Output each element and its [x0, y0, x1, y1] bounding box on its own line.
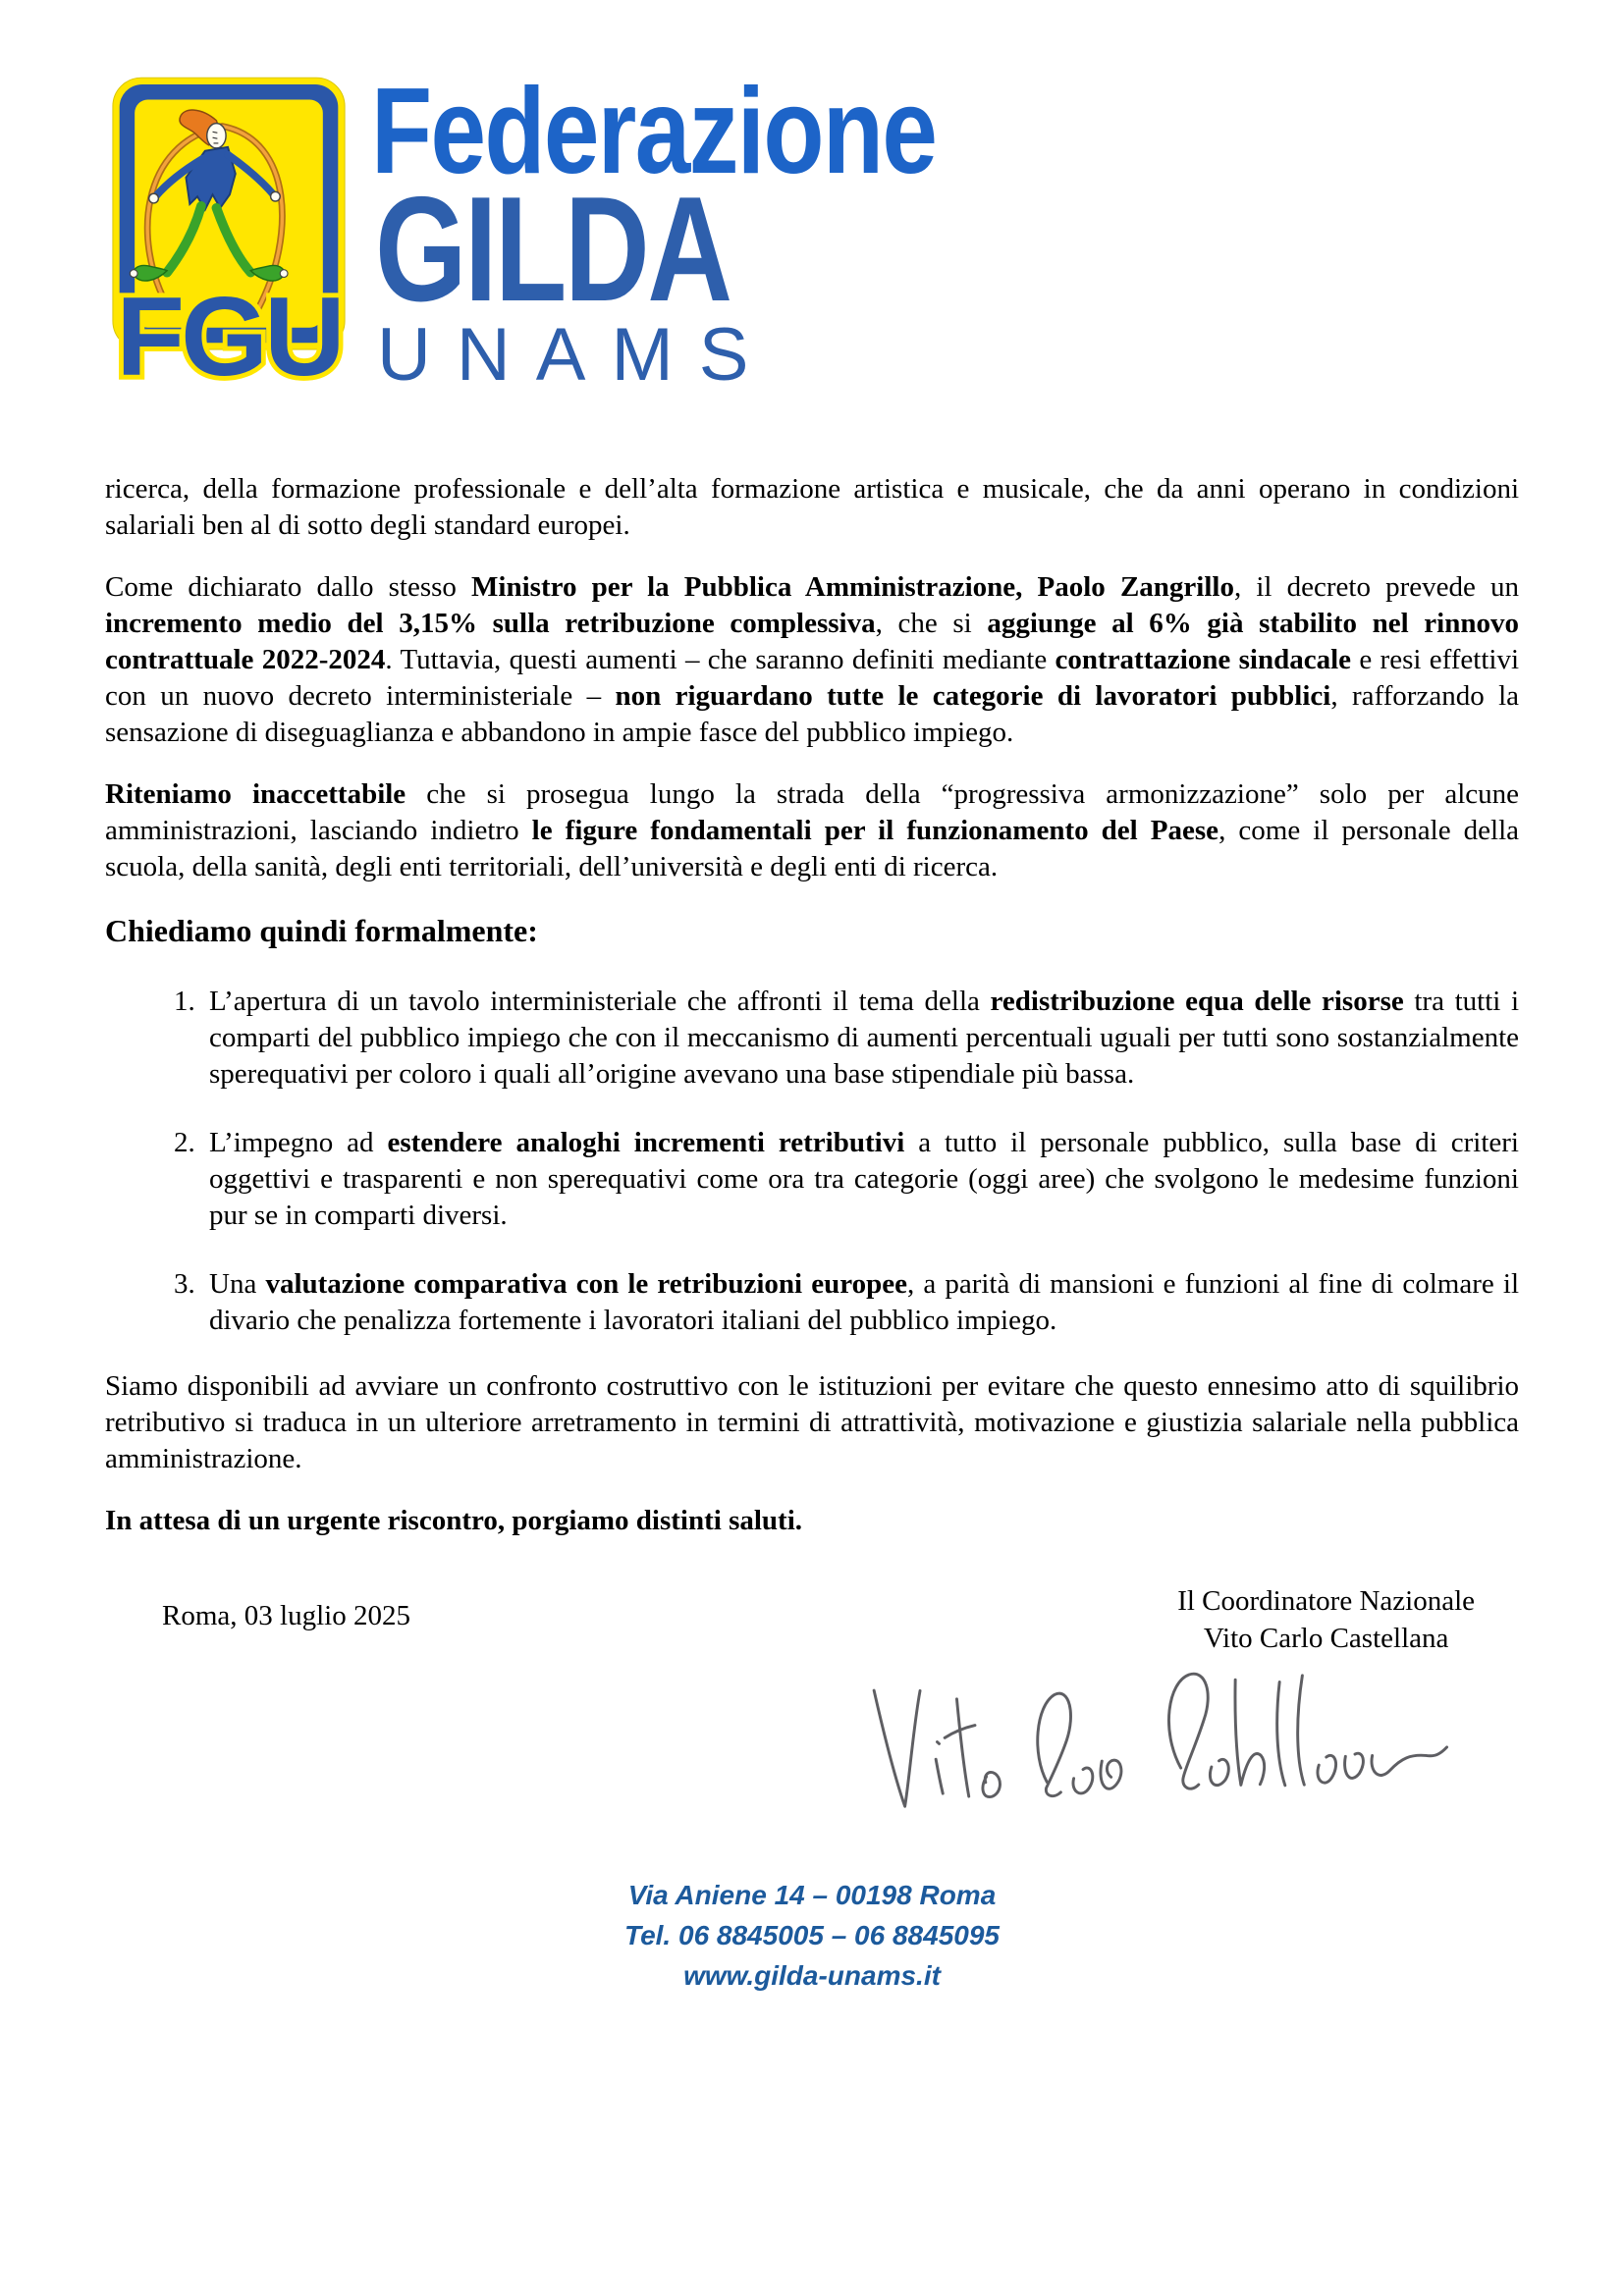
signature-image [849, 1661, 1463, 1830]
closing-line: In attesa di un urgente riscontro, porgiamo distinti saluti. [105, 1505, 803, 1536]
website-link[interactable]: www.gilda-unams.it [683, 1960, 941, 1991]
paragraph-availability: Siamo disponibili ad avviare un confronto costruttivo con le istituzioni per evitare che questo ennesimo atto di squilibrio retributivo si traduca in un ulteriore arretramento in termini di attrattività, motivazione e giustizia salariale nella pubblica amministrazione. [105, 1370, 1519, 1474]
demand-text-2: L’impegno ad estendere analoghi incrementi retributivi a tutto il personale pubblico, sulla base di criteri oggettivi e trasparenti e non sperequativi come ora tra categorie (oggi aree) che svolgono le medesime funzioni pur se in comparti diversi. [209, 1127, 1519, 1231]
signoff-row [105, 1582, 1519, 1657]
signer-name: Vito Carlo Castellana [1203, 1623, 1449, 1654]
signer-title: Il Coordinatore Nazionale [1177, 1585, 1475, 1617]
paragraph-decree: Come dichiarato dallo stesso Ministro per la Pubblica Amministrazione, Paolo Zangrillo, il decreto prevede un incremento medio del 3,15% sulla retribuzione complessiva, che si aggiunge al 6% già stabilito nel rinnovo contrattuale 2022-2024. Tuttavia, questi aumenti – che saranno definiti mediante contrattazione sindacale e resi effettivi con un nuovo decreto interministeriale – non riguardano tutte le categorie di lavoratori pubblici, rafforzando la sensazione di diseguaglianza e abbandono in ampie fasce del pubblico impiego. [105, 571, 1520, 748]
section-heading: Chiediamo quindi formalmente: [105, 913, 538, 948]
organization-logo [110, 64, 994, 418]
list-number-1: 1. [174, 986, 195, 1017]
logo-acronym: FGU [116, 275, 342, 389]
signer-block [1177, 1582, 1475, 1657]
contact-footer [105, 1875, 1519, 1996]
list-number-3: 3. [174, 1268, 195, 1300]
phone-line: Tel. 06 8845005 – 06 8845095 [624, 1920, 1000, 1950]
demand-item-1 [174, 984, 1519, 1093]
paragraph-intro: ricerca, della formazione professionale e dell’alta formazione artistica e musicale, che da anni operano in condizioni salariali ben al di sotto degli standard europei. [105, 473, 1519, 541]
demands-list [174, 984, 1519, 1339]
logo-federazione-text: Federazione [371, 64, 937, 199]
list-number-2: 2. [174, 1127, 195, 1158]
letter-body [105, 471, 1519, 1996]
demand-item-2 [174, 1125, 1519, 1234]
fgu-emblem [110, 75, 348, 389]
demand-text-3: Una valutazione comparativa con le retribuzioni europee, a parità di mansioni e funzioni al fine di colmare il divario che penalizza fortemente i lavoratori italiani del pubblico impiego. [209, 1268, 1519, 1336]
address-line: Via Aniene 14 – 00198 Roma [627, 1880, 997, 1910]
logo-unams-text: UNAMS [377, 313, 775, 397]
logo-gilda-text: GILDA [375, 166, 731, 333]
demand-text-1: L’apertura di un tavolo interministeriale che affronti il tema della redistribuzione equa delle risorse tra tutti i comparti del pubblico impiego che con il meccanismo di aumenti percentuali uguali per tutti sono sostanzialmente sperequativi per coloro i quali all’origine avevano una base stipendiale più bassa. [209, 986, 1519, 1090]
paragraph-unacceptable: Riteniamo inaccettabile che si prosegua lungo la strada della “progressiva armonizzazione” solo per alcune amministrazioni, lasciando indietro le figure fondamentali per il funzionamento del Paese, come il personale della scuola, della sanità, degli enti territoriali, dell’università e degli enti di ricerca. [105, 778, 1519, 882]
date-place: Roma, 03 luglio 2025 [162, 1600, 410, 1631]
demand-item-3 [174, 1266, 1519, 1339]
logo-wordmark [371, 64, 1000, 404]
